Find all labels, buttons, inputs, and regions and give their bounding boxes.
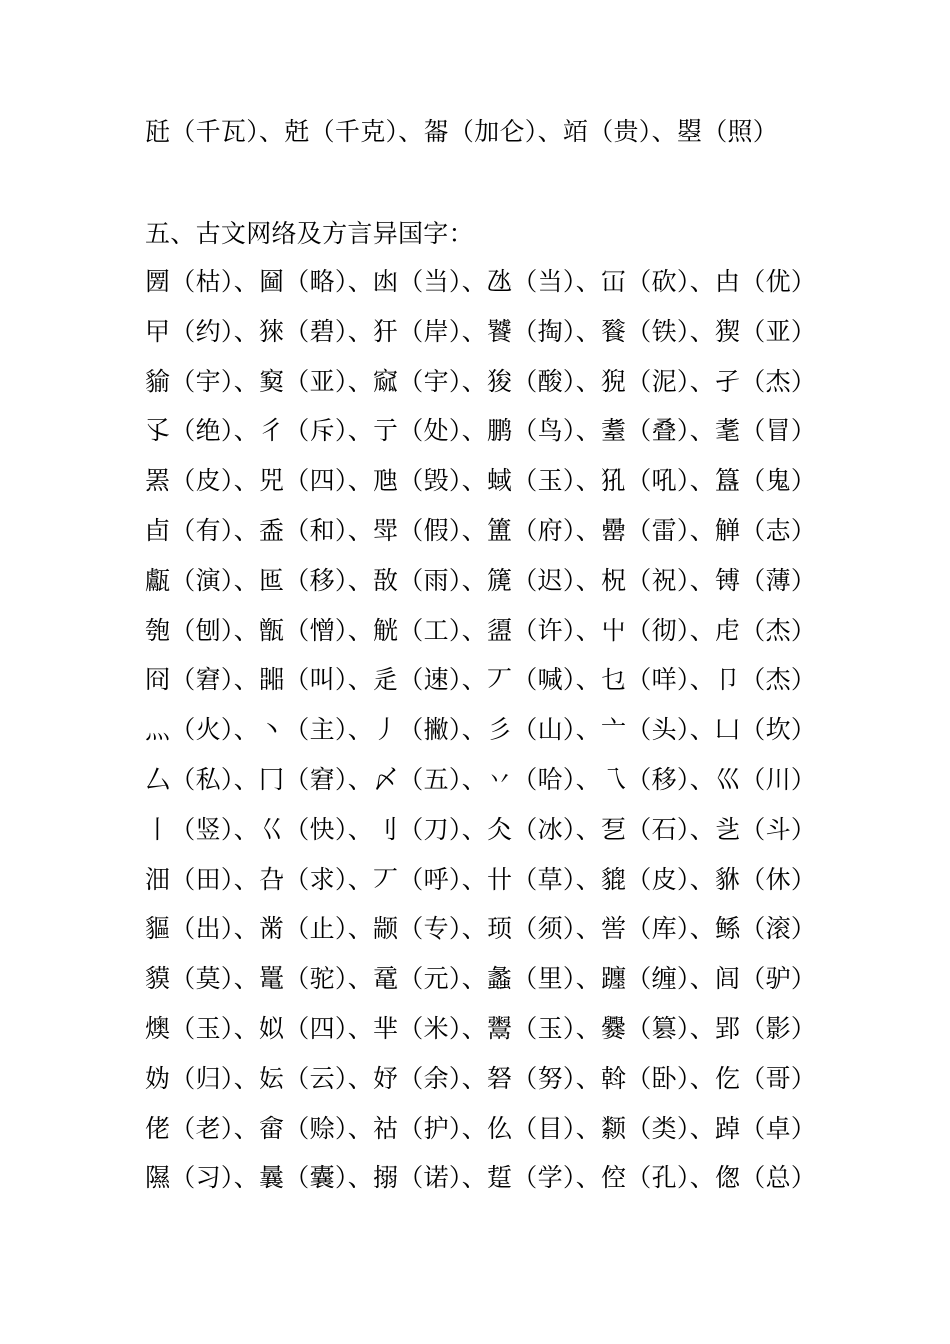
list-item: 灬（火）、丶（主）、丿（撇）、彡（山）、亠（头）、凵（坎） [145, 715, 817, 745]
list-item: 佬（老）、畲（赊）、祜（护）、仫（目）、颣（类）、踔（卓） [145, 1113, 817, 1143]
list-item: 隰（习）、曩（囊）、搦（诺）、踅（学）、倥（孔）、偬（总） [145, 1163, 817, 1193]
list-item: 燠（玉）、姒（四）、芈（米）、鬻（玉）、爨（篡）、郢（影） [145, 1013, 817, 1043]
list-item: 沺（田）、叴（求）、丆（呼）、卄（草）、貔（皮）、貅（休） [145, 864, 817, 894]
intro-line: 瓩（千瓦）、兛（千克）、嗧（加仑）、竡（贵）、曌（照） [145, 117, 779, 146]
list-item: 冏（窘）、嘂（叫）、辵（速）、丆（喊）、乜（咩）、卩（杰） [145, 665, 817, 695]
list-item: 圐（枯）、圙（略）、凼（当）、氹（当）、冚（砍）、甴（优） [145, 267, 817, 296]
list-item: 貐（宇）、窫（亚）、窳（宇）、狻（酸）、猊（泥）、孑（杰） [145, 366, 817, 396]
list-item: 甗（演）、匜（移）、敔（雨）、篪（迟）、柷（祝）、镈（薄） [145, 565, 817, 595]
list-item: 罴（皮）、兕（四）、虺（毁）、蜮（玉）、犼（吼）、簋（鬼） [145, 466, 817, 496]
section-heading: 五、古文网络及方言异国字： [145, 219, 474, 248]
list-item: 貘（莫）、鼍（驼）、鼋（元）、蠡（里）、躔（缠）、闾（驴） [145, 964, 817, 994]
list-item: 妫（归）、妘（云）、妤（余）、砮（努）、斡（卧）、仡（哥） [145, 1063, 817, 1093]
list-item: 曱（约）、猍（碧）、犴（岸）、饕（掏）、餮（铁）、猰（亚） [145, 316, 817, 346]
list-item: 丨（竖）、巜（快）、刂（刀）、仌（冰）、乭（石）、乧（斗） [145, 814, 817, 844]
list-item: 貙（出）、黹（止）、颛（专）、顼（须）、喾（库）、鲧（滚） [145, 914, 817, 944]
list-item: 卣（有）、盉（和）、斝（假）、簠（府）、罍（雷）、觯（志） [145, 515, 817, 545]
list-item: 孓（绝）、彳（斥）、亍（处）、鹏（鸟）、耋（叠）、耄（冒） [145, 416, 817, 446]
character-list [145, 266, 825, 1212]
list-item: 厶（私）、冂（窘）、〆（五）、丷（哈）、乁（移）、巛（川） [145, 764, 817, 794]
list-item: 匏（刨）、甑（憎）、觥（工）、盨（许）、屮（彻）、虍（杰） [145, 615, 817, 645]
